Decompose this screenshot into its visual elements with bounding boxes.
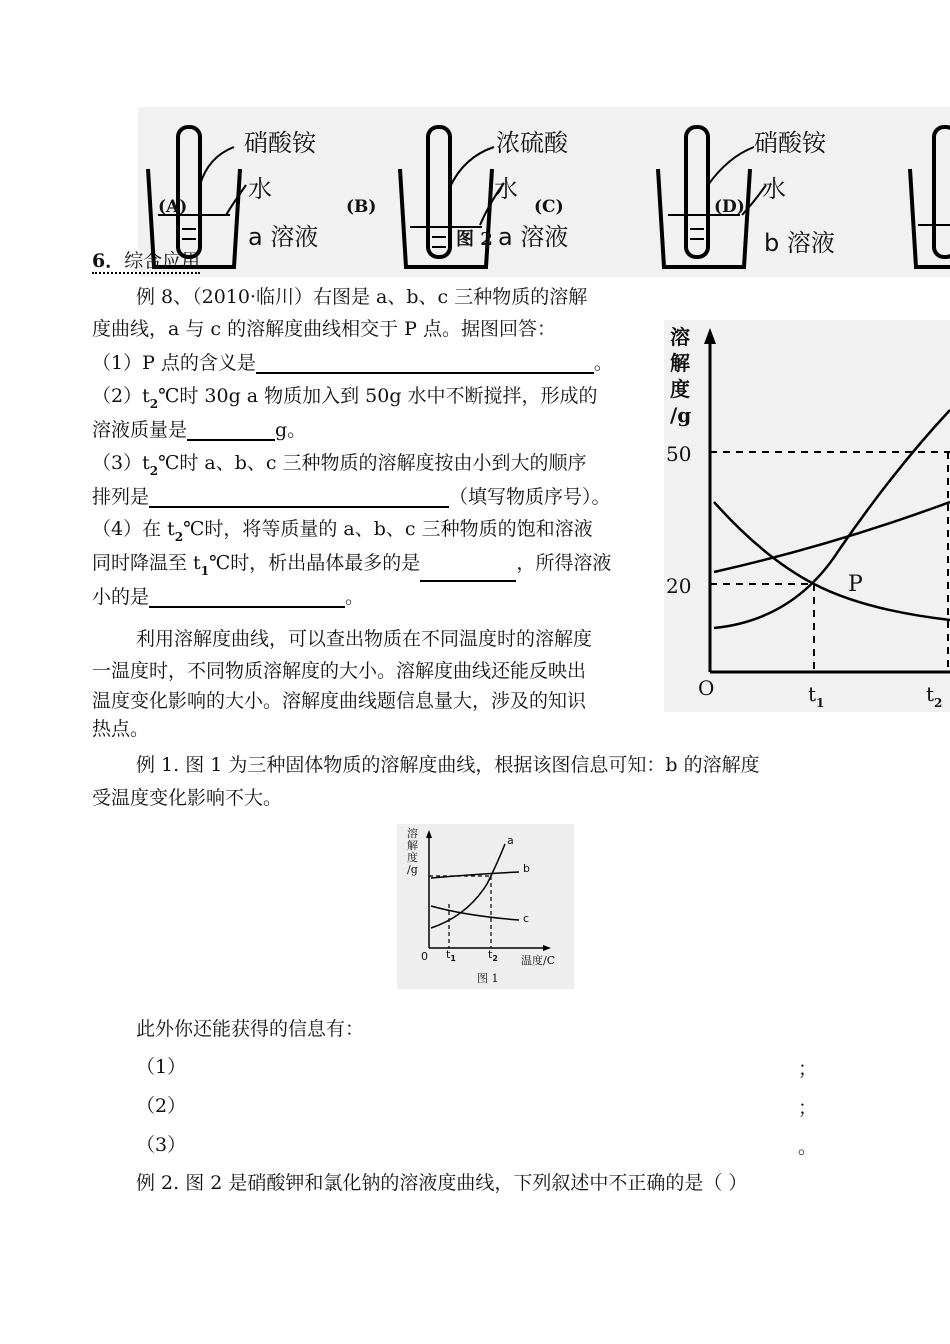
q4-text-post: ℃时，将等质量的 a、b、c 三种物质的饱和溶液 xyxy=(183,518,593,540)
figure-2-caption: 图 2 xyxy=(456,229,493,250)
example8-q2 xyxy=(92,385,598,415)
info-item-1-end: ； xyxy=(798,1058,818,1080)
q2-line2-text: 溶液质量是 xyxy=(92,419,188,441)
small-curve-a xyxy=(431,844,505,928)
large-tick-50: 50 xyxy=(666,442,692,466)
small-ylabel-3: 度 xyxy=(407,851,418,864)
large-ylabel-1: 溶 xyxy=(670,325,690,349)
q4-answer-blank-1[interactable] xyxy=(420,562,516,582)
section-number: 6． xyxy=(92,250,125,272)
small-curve-c xyxy=(431,906,519,920)
beaker-b-label-1: 浓硫酸 xyxy=(496,129,568,157)
large-t1-label xyxy=(808,682,824,710)
paragraph-line-4: 热点。 xyxy=(92,718,150,740)
large-curve-a xyxy=(714,410,950,628)
large-t2-text: t xyxy=(926,682,935,706)
q2-text-post: ℃时 30g a 物质加入到 50g 水中不断搅拌，形成的 xyxy=(158,385,598,407)
solubility-chart-large xyxy=(664,320,950,712)
small-caption: 图 1 xyxy=(477,972,499,985)
large-origin: O xyxy=(698,676,715,700)
option-d: (D) xyxy=(714,197,745,217)
paragraph-line-3: 温度变化影响的大小。溶解度曲线题信息量大，涉及的知识 xyxy=(92,690,587,712)
beaker-b-label-3: a 溶液 xyxy=(498,223,569,251)
q2-sub: 2 xyxy=(149,397,159,411)
q4-line2-mid: ℃时，析出晶体最多的是 xyxy=(209,552,421,574)
q4-line2-sub: 1 xyxy=(200,564,210,578)
info-item-2: （2） xyxy=(136,1095,187,1117)
example8-q4-line2 xyxy=(92,552,611,582)
option-c: (C) xyxy=(534,197,564,217)
large-t2-sub: 2 xyxy=(934,696,943,710)
beaker-a-label-3: a 溶液 xyxy=(248,223,319,251)
q4-line3-text: 小的是 xyxy=(92,586,150,608)
large-ylabel xyxy=(670,324,691,428)
small-t1-text: t xyxy=(446,948,451,961)
q4-line3-end: 。 xyxy=(345,586,365,608)
small-origin: 0 xyxy=(421,950,428,963)
q4-text-pre: （4）在 t xyxy=(92,518,175,540)
small-t1-sub: 1 xyxy=(450,954,456,963)
example8-q2-line2 xyxy=(92,419,306,441)
example8-line2: 度曲线，a 与 c 的溶解度曲线相交于 P 点。据图回答： xyxy=(92,318,556,340)
q2-answer-blank[interactable] xyxy=(187,421,275,441)
beaker-d-drawing xyxy=(910,127,950,267)
info-item-3-end: 。 xyxy=(798,1136,818,1158)
beaker-c-label-2: 水 xyxy=(762,175,786,203)
large-p-label: P xyxy=(848,572,863,597)
large-t2-label xyxy=(926,682,942,710)
small-curve-b xyxy=(431,872,519,878)
large-ylabel-3: 度 xyxy=(670,377,690,401)
small-ylabel-4: /g xyxy=(407,863,418,876)
example8-q4 xyxy=(92,518,593,548)
solubility-chart-small xyxy=(397,824,574,989)
large-tick-20: 20 xyxy=(666,574,692,598)
info-item-3: （3） xyxy=(136,1134,187,1156)
small-t1-label xyxy=(446,948,456,963)
info-lead: 此外你还能获得的信息有： xyxy=(136,1018,365,1040)
section-title: 综合应用 xyxy=(124,250,201,272)
q3-answer-blank[interactable] xyxy=(149,488,449,508)
example8-q3-line2 xyxy=(92,486,611,508)
info-item-1: （1） xyxy=(136,1056,187,1078)
small-t2-label xyxy=(488,948,498,963)
q1-end: 。 xyxy=(593,352,613,374)
q3-text-post: ℃时 a、b、c 三种物质的溶解度按由小到大的顺序 xyxy=(158,452,587,474)
q1-text: （1）P 点的含义是 xyxy=(92,352,256,374)
large-ylabel-4: /g xyxy=(670,403,692,427)
small-ylabel-2: 解 xyxy=(407,839,418,852)
example2-line: 例 2. 图 2 是硝酸钾和氯化钠的溶液度曲线，下列叙述中不正确的是（ ） xyxy=(136,1172,748,1194)
q4-answer-blank-2[interactable] xyxy=(149,588,345,608)
small-ylabel xyxy=(407,828,418,876)
q3-sub: 2 xyxy=(149,464,159,478)
large-t1-sub: 1 xyxy=(816,696,825,710)
small-series-b: b xyxy=(523,862,530,875)
q4-line2-text: 同时降温至 t xyxy=(92,552,201,574)
q3-line2-text: 排列是 xyxy=(92,486,150,508)
small-ylabel-1: 溶 xyxy=(407,827,418,840)
example8-q4-line3 xyxy=(92,586,364,608)
beaker-a-label-1: 硝酸铵 xyxy=(244,129,316,157)
q4-sub: 2 xyxy=(174,530,184,544)
beaker-a-label-2: 水 xyxy=(248,175,272,203)
option-a: (A) xyxy=(158,197,188,217)
large-ylabel-2: 解 xyxy=(670,351,690,375)
paragraph-line-1: 利用溶解度曲线，可以查出物质在不同温度时的溶解度 xyxy=(136,628,593,650)
q4-line2-end: ，所得溶液 xyxy=(516,552,612,574)
beaker-c-label-3: b 溶液 xyxy=(764,229,835,257)
example8-q3 xyxy=(92,452,587,482)
large-y-axis-arrow xyxy=(704,328,716,344)
beaker-figure xyxy=(138,107,950,277)
q3-line2-end: （填写物质序号）。 xyxy=(449,486,611,508)
small-x-axis-arrow xyxy=(543,945,551,951)
q2-line2-end: g。 xyxy=(275,419,307,441)
beaker-b-label-2: 水 xyxy=(494,175,518,203)
small-t2-sub: 2 xyxy=(492,954,498,963)
example1-line1: 例 1. 图 1 为三种固体物质的溶解度曲线，根据该图信息可知：b 的溶解度 xyxy=(136,754,760,776)
paragraph-line-2: 一温度时，不同物质溶解度的大小。溶解度曲线还能反映出 xyxy=(92,660,587,682)
large-t1-text: t xyxy=(808,682,817,706)
example8-line1: 例 8、（2010·临川）右图是 a、b、c 三种物质的溶解 xyxy=(136,286,588,308)
small-t2-text: t xyxy=(488,948,493,961)
small-y-axis-arrow xyxy=(426,830,432,838)
section-heading xyxy=(92,250,200,274)
beaker-c-drawing xyxy=(658,127,766,267)
example1-line2: 受温度变化影响不大。 xyxy=(92,787,283,809)
q3-text-pre: （3）t xyxy=(92,452,150,474)
small-xlabel: 温度/C xyxy=(521,954,556,967)
small-series-c: c xyxy=(523,912,530,925)
large-chart-svg xyxy=(664,320,950,712)
beaker-c-label-1: 硝酸铵 xyxy=(754,129,826,157)
option-b: (B) xyxy=(346,197,377,217)
example8-q1 xyxy=(92,352,613,374)
small-series-a: a xyxy=(507,834,514,847)
q1-answer-blank[interactable] xyxy=(256,354,594,374)
info-item-2-end: ； xyxy=(798,1097,818,1119)
q2-text-pre: （2）t xyxy=(92,385,150,407)
